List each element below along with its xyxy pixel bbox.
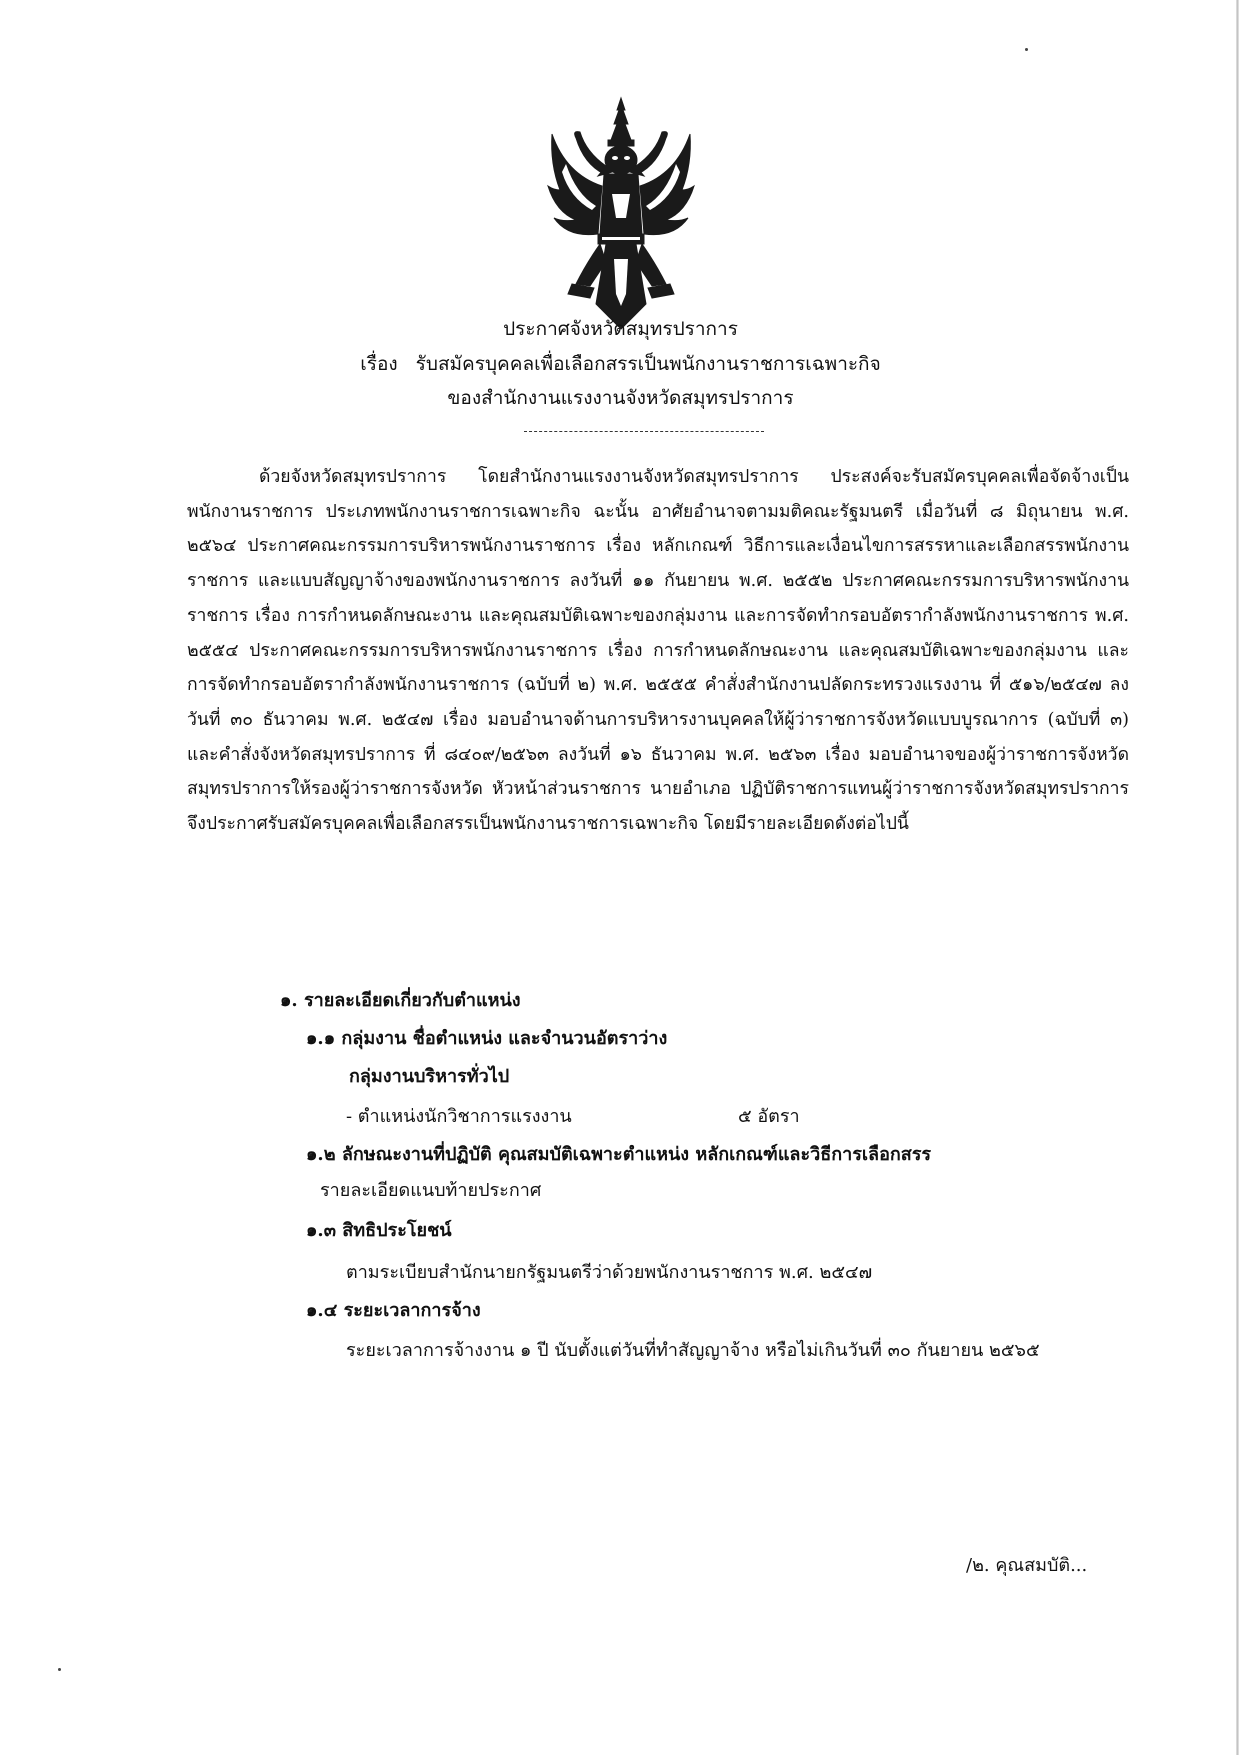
section-1-3-text: ตามระเบียบสำนักนายกรัฐมนตรีว่าด้วยพนักงานราชการ พ.ศ. ๒๕๔๗ [346,1262,873,1283]
announcement-subject [0,348,1241,380]
section-1-2-title: ๑.๒ ลักษณะงานที่ปฏิบัติ คุณสมบัติเฉพาะตำแหน่ง หลักเกณฑ์และวิธีการเลือกสรร [306,1144,932,1165]
section-1-1-group: กลุ่มงานบริหารทั่วไป [349,1066,510,1087]
section-1-4-text: ระยะเวลาการจ้างงาน ๑ ปี นับตั้งแต่วันที่ทำสัญญาจ้าง หรือไม่เกินวันที่ ๓๐ กันยายน ๒๕๖๕ [346,1340,1040,1361]
garuda-emblem-icon [546,94,696,342]
section-1-4-title: ๑.๔ ระยะเวลาการจ้าง [306,1300,481,1321]
subject-label: เรื่อง [360,353,398,375]
section-1-2-text: รายละเอียดแนบท้ายประกาศ [320,1180,542,1201]
announcement-office: ของสำนักงานแรงงานจังหวัดสมุทรปราการ [447,387,794,409]
scan-speck [58,1668,61,1671]
header-divider [524,431,764,432]
subject-text: รับสมัครบุคคลเพื่อเลือกสรรเป็นพนักงานราชการเฉพาะกิจ [415,353,881,375]
section-1-title: ๑. รายละเอียดเกี่ยวกับตำแหน่ง [280,990,521,1011]
scan-speck [1025,48,1028,51]
section-1-1-count: ๕ อัตรา [738,1106,800,1127]
section-1-3-title: ๑.๓ สิทธิประโยชน์ [306,1220,452,1241]
scan-edge [1236,0,1239,1755]
section-1-1-title: ๑.๑ กลุ่มงาน ชื่อตำแหน่ง และจำนวนอัตราว่าง [306,1028,668,1049]
page-continuation: /๒. คุณสมบัติ... [966,1555,1088,1576]
body-paragraph [187,460,1129,842]
announcement-title: ประกาศจังหวัดสมุทรปราการ [503,318,738,340]
section-1-1-position: - ตำแหน่งนักวิชาการแรงงาน [346,1106,572,1127]
body-paragraph-text: ด้วยจังหวัดสมุทรปราการ โดยสำนักงานแรงงานจังหวัดสมุทรปราการ ประสงค์จะรับสมัครบุคคลเพื่อจัดจ้างเป็นพนักงานราชการ ประเภทพนักงานราชการเฉพาะกิจ ฉะนั้น อาศัยอำนาจตามมติคณะรัฐมนตรี เมื่อวันที่ ๘ มิถุนายน พ.ศ. ๒๕๖๔ ประกาศคณะกรรมการบริหารพนักงานราชการ เรื่อง หลักเกณฑ์ วิธีการและเงื่อนไขการสรรหาและเลือกสรรพนักงานราชการ และแบบสัญญาจ้างของพนักงานราชการ ลงวันที่ ๑๑ กันยายน พ.ศ. ๒๕๕๒ ประกาศคณะกรรมการบริหารพนักงานราชการ เรื่อง การกำหนดลักษณะงาน และคุณสมบัติเฉพาะของกลุ่มงาน และการจัดทำกรอบอัตรากำลังพนักงานราชการ พ.ศ. ๒๕๕๔ ประกาศคณะกรรมการบริหารพนักงานราชการ เรื่อง การกำหนดลักษณะงาน และคุณสมบัติเฉพาะของกลุ่มงาน และ การจัดทำกรอบอัตรากำลังพนักงานราชการ (ฉบับที่ ๒) พ.ศ. ๒๕๕๕ คำสั่งสำนักงานปลัดกระทรวงแรงงาน ที่ ๕๑๖/๒๕๔๗ ลงวันที่ ๓๐ ธันวาคม พ.ศ. ๒๕๔๗ เรื่อง มอบอำนาจด้านการบริหารงานบุคคลให้ผู้ว่าราชการจังหวัดแบบบูรณาการ (ฉบับที่ ๓) และคำสั่งจังหวัดสมุทรปราการ ที่ ๘๔๐๙/๒๕๖๓ ลงวันที่ ๑๖ ธันวาคม พ.ศ. ๒๕๖๓ เรื่อง มอบอำนาจของผู้ว่าราชการจังหวัดสมุทรปราการให้รองผู้ว่าราชการจังหวัด หัวหน้าส่วนราชการ นายอำเภอ ปฏิบัติราชการแทนผู้ว่าราชการจังหวัดสมุทรปราการ จึงประกาศรับสมัครบุคคลเพื่อเลือกสรรเป็นพนักงานราชการเฉพาะกิจ โดยมีรายละเอียดดังต่อไปนี้ [187,467,1129,835]
